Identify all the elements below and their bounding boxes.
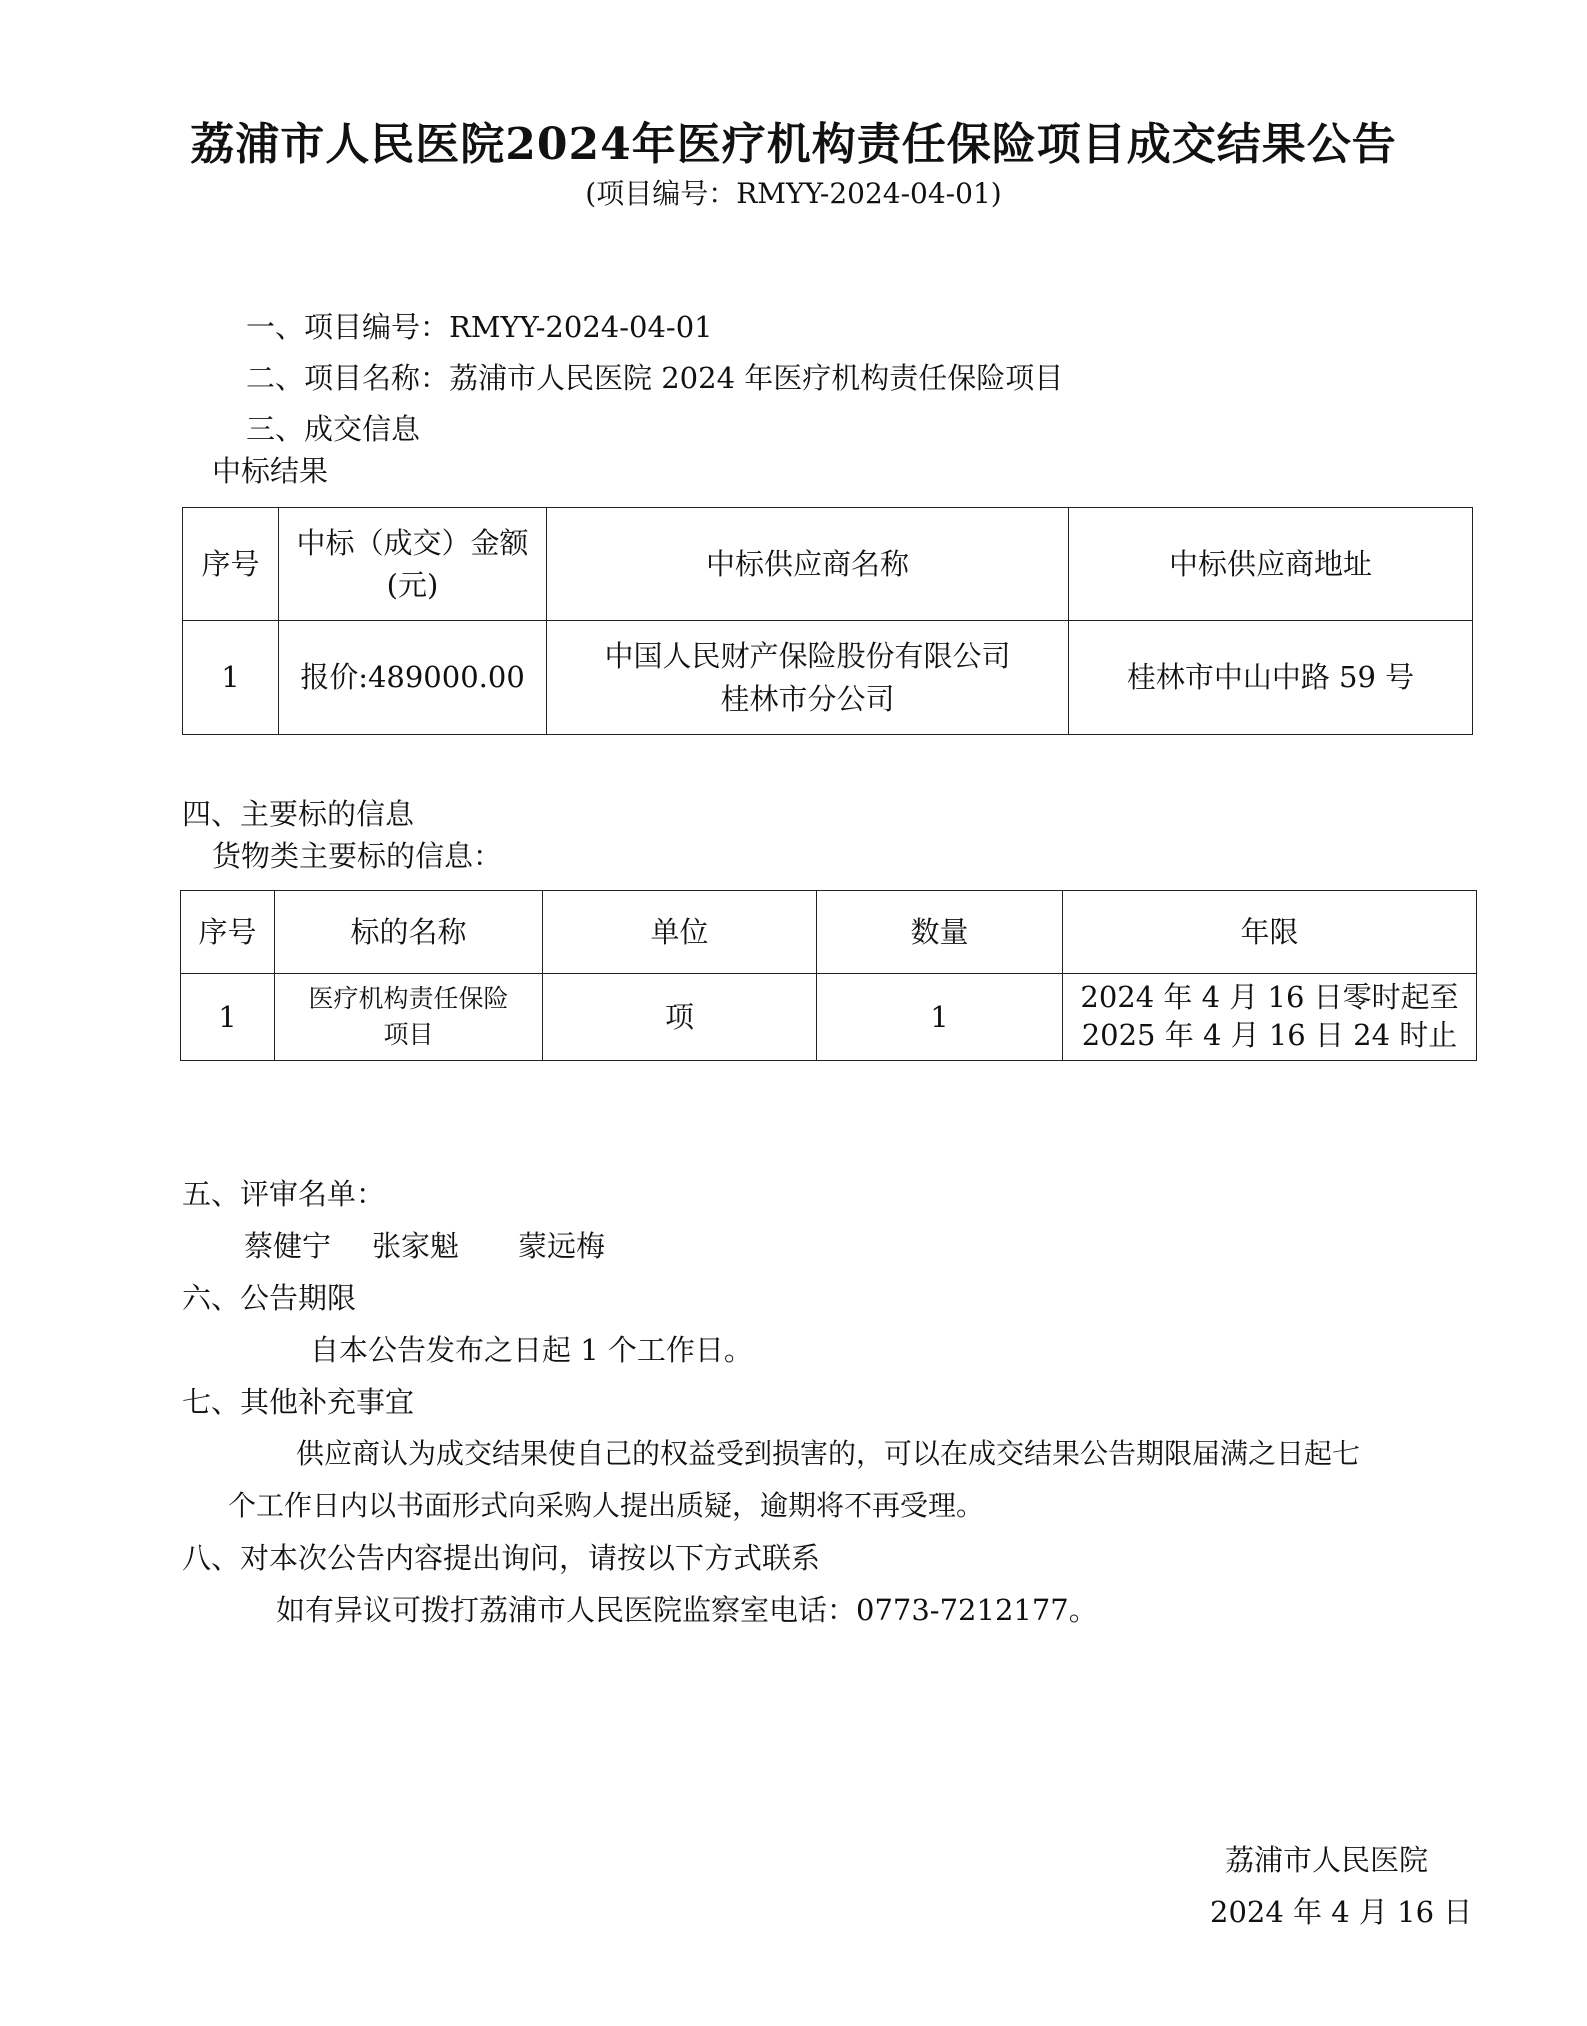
- other-matters-line2: 个工作日内以书面形式向采购人提出质疑，逾期将不再受理。: [228, 1489, 985, 1522]
- section-contact: 八、对本次公告内容提出询问，请按以下方式联系: [182, 1541, 821, 1575]
- goods-term-line1: 2024 年 4 月 16 日零时起至: [1080, 980, 1459, 1015]
- result-cell-index: 1: [183, 621, 279, 735]
- section-notice-period: 六、公告期限: [182, 1281, 357, 1315]
- goods-name-line1: 医疗机构责任保险: [308, 983, 509, 1013]
- goods-table: [180, 890, 1477, 1061]
- notice-period-text: 自本公告发布之日起 1 个工作日。: [310, 1333, 753, 1367]
- contact-text: 如有异议可拨打荔浦市人民医院监察室电话：0773-7212177。: [276, 1593, 1098, 1627]
- result-header-address: 中标供应商地址: [1069, 508, 1473, 621]
- goods-header-name: 标的名称: [275, 891, 543, 974]
- goods-header-unit: 单位: [543, 891, 817, 974]
- reviewer-2: 张家魁: [372, 1229, 460, 1263]
- goods-header-term: 年限: [1063, 891, 1477, 974]
- goods-cell-unit: 项: [543, 974, 817, 1061]
- page-title: 荔浦市人民医院2024年医疗机构责任保险项目成交结果公告: [190, 119, 1397, 170]
- result-supplier-line1: 中国人民财产保险股份有限公司: [604, 639, 1011, 674]
- goods-table-header-row: [181, 891, 1477, 974]
- reviewer-3: 蒙远梅: [518, 1229, 606, 1263]
- goods-label: 货物类主要标的信息：: [212, 839, 503, 873]
- result-label: 中标结果: [212, 454, 329, 488]
- page-subtitle: (项目编号：RMYY-2024-04-01): [585, 177, 1002, 210]
- goods-header-quantity: 数量: [817, 891, 1063, 974]
- result-header-supplier: 中标供应商名称: [547, 508, 1069, 621]
- signature-date: 2024 年 4 月 16 日: [1210, 1895, 1473, 1929]
- result-header-index: 序号: [183, 508, 279, 621]
- table-row: [181, 974, 1477, 1061]
- section-deal-info: 三、成交信息: [246, 412, 421, 446]
- goods-term-line2: 2025 年 4 月 16 日 24 时止: [1081, 1018, 1458, 1052]
- goods-cell-name: [275, 974, 543, 1061]
- result-header-amount: 中标（成交）金额(元): [279, 508, 547, 621]
- goods-cell-quantity: 1: [817, 974, 1063, 1061]
- result-supplier-line2: 桂林市分公司: [720, 681, 895, 716]
- result-cell-supplier: [547, 621, 1069, 735]
- goods-header-index: 序号: [181, 891, 275, 974]
- goods-name-line2: 项目: [383, 1020, 434, 1049]
- reviewer-1: 蔡健宁: [244, 1229, 332, 1263]
- table-row: [183, 621, 1473, 735]
- section-project-name: 二、项目名称：荔浦市人民医院 2024 年医疗机构责任保险项目: [246, 361, 1064, 395]
- section-reviewers: 五、评审名单：: [182, 1177, 386, 1211]
- goods-cell-index: 1: [181, 974, 275, 1061]
- other-matters-line1: 供应商认为成交结果使自己的权益受到损害的，可以在成交结果公告期限届满之日起七: [296, 1437, 1361, 1470]
- goods-cell-term: [1063, 974, 1477, 1061]
- result-table: [182, 507, 1473, 735]
- result-cell-address: 桂林市中山中路 59 号: [1069, 621, 1473, 735]
- section-main-items: 四、主要标的信息: [182, 797, 415, 831]
- result-table-header-row: [183, 508, 1473, 621]
- section-project-number: 一、项目编号：RMYY-2024-04-01: [246, 310, 713, 344]
- signature-organization: 荔浦市人民医院: [1225, 1843, 1429, 1877]
- result-cell-amount: 报价:489000.00: [279, 621, 547, 735]
- section-other-matters: 七、其他补充事宜: [182, 1385, 415, 1419]
